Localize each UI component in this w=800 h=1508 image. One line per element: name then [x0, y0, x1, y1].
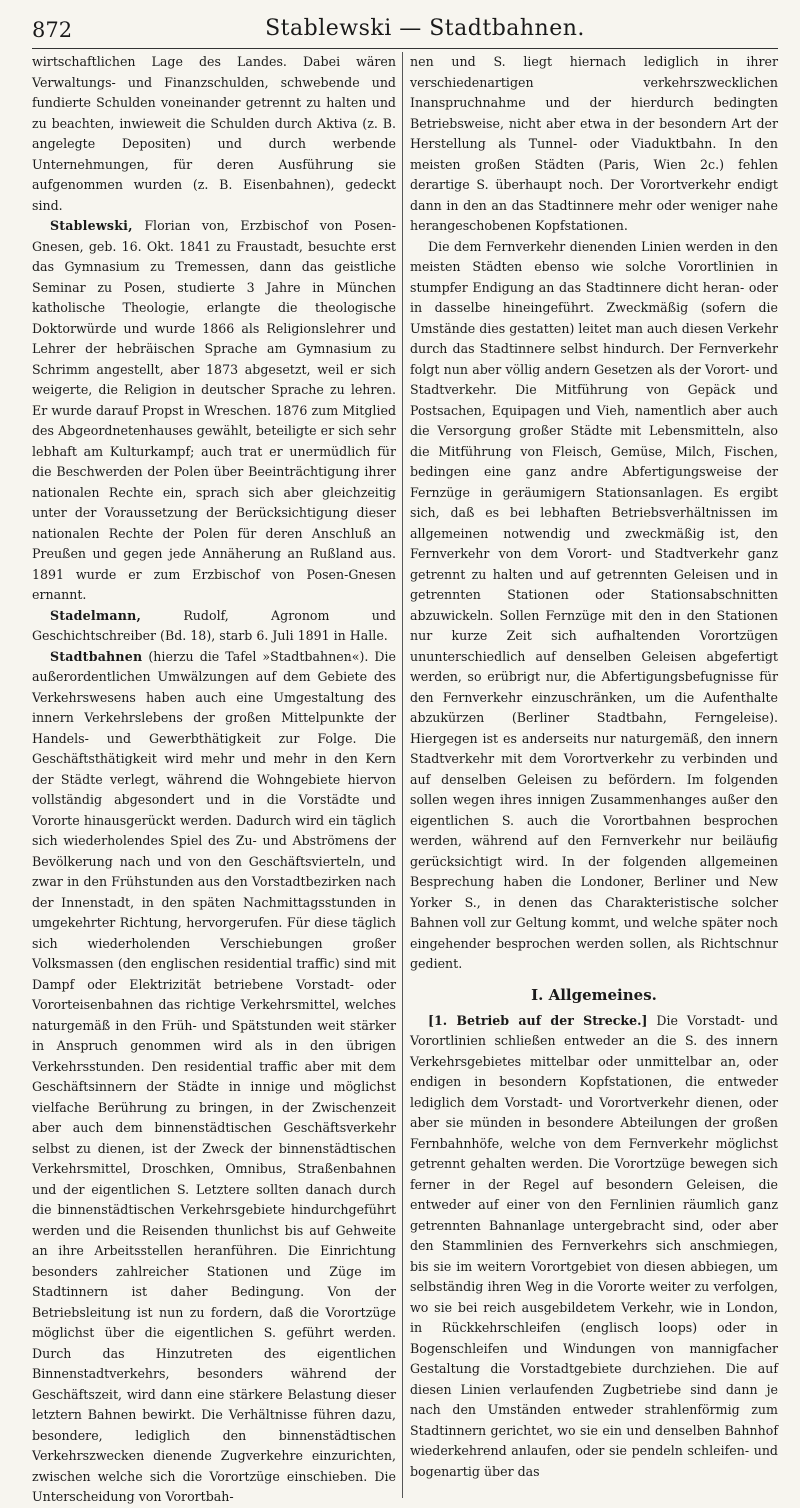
subsection-text: Die Vorstadt- und Vorortlinien schließen entweder an die S. des innern Verkehrsgebietes mittelbar oder unmittelbar an, oder endigen in besondern Kopfstationen, die entweder lediglich dem Vorstadt- und Vorortverkehr dienen, oder aber sie münden in besondere Abteilungen der großen Fernbahnhöfe, welche von dem Fernverkehr möglichst getrennt gehalten werden. Die Vorortzüge bewegen sich ferner in der Regel auf besondern Geleisen, die entweder auf einer von den Fernlinien räumlich ganz getrennten Bahnanlage untergebracht sind, oder aber den Stammlinien des Fernverkehrs sich anschmiegen, bis sie im weitern Vorortgebiet von diesen abbiegen, um selbständig ihren Weg in die Vororte weiter zu verfolgen, wo sie bei reich ausgebildetem Verkehr, wie in London, in Rückkehrschleifen (englisch loops) oder in Bogenschleifen und Windungen von mannigfacher Gestaltung die Vorstadtgebiete durchziehen. Die auf diesen Linien verlaufenden Zugbetriebe sind dann je nach den Umständen entweder strahlenförmig zum Stadtinnern gerichtet, wo sie ein und denselben Bahnhof wiederkehrend anlaufen, oder sie pendeln schleifen- und bogenartig über das — [410, 1012, 778, 1479]
left-column — [32, 52, 396, 1504]
fernverkehr-paragraph: Die dem Fernverkehr dienenden Linien werden in den meisten Städten ebenso wie solche Vorortlinien in stumpfer Endigung an das Stadtinnere dicht heran- oder in dasselbe hineingeführt. Zweckmäßig (sofern die Umstände dies gestatten) leitet man auch diesen Verkehr durch das Stadtinnere selbst hindurch. Der Fernverkehr folgt nun aber völlig andern Gesetzen als der Vorort- und Stadtverkehr. Die Mitführung von Gepäck und Postsachen, Equipagen und Vieh, namentlich aber auch die Versorgung großer Städte mit Lebensmitteln, also die Mitführung von Fleisch, Gemüse, Milch, Fischen, bedingen eine ganz andre Abfertigungsweise der Fernzüge in geräumigern Stationsanlagen. Es ergibt sich, daß es bei lebhaften Betriebsverhältnissen im allgemeinen notwendig und zweckmäßig ist, den Fernverkehr von dem Vorort- und Stadtverkehr ganz getrennt zu halten und auf getrennten Geleisen und in getrennten Stationen oder Stationsabschnitten abzuwickeln. Sollen Fernzüge mit den in den Stationen nur kurze Zeit sich aufhaltenden Vorortzügen ununterschiedlich auf denselben Geleisen abgefertigt werden, so erübrigt nur, die Abfertigungsbefugnisse für den Fernverkehr einzuschränken, um die Aufenthalte abzukürzen (Berliner Stadtbahn, Ferngeleise). Hiergegen ist es anderseits nur naturgemäß, den innern Stadtverkehr mit dem Vorortverkehr zu verbinden und auf denselben Geleisen zu befördern. Im folgenden sollen wegen ihres innigen Zusammenhanges außer den eigentlichen S. auch die Vorortbahnen besprochen werden, während auf den Fernverkehr nur beiläufig gerücksichtigt wird. In der folgenden allgemeinen Besprechung haben die Londoner, Berliner und New Yorker S., in denen das Charakteristische solcher Bahnen voll zur Geltung kommt, und welche später noch eingehender besprochen werden sollen, als Richtschnur gedient. — [410, 238, 779, 971]
lemma-stablewski: Stablewski, — [50, 218, 133, 233]
entry-stadelmann — [32, 606, 396, 647]
right-column — [410, 52, 778, 1498]
entry-stadelmann-text: Rudolf, Agronom und Geschichtschreiber (Bd. 18), starb 6. Juli 1891 in Halle. — [32, 607, 396, 643]
column-divider — [402, 52, 403, 1498]
subsection-label: [1. Betrieb auf der Strecke.] — [428, 1012, 648, 1028]
right-continuation-paragraph: nen und S. liegt hiernach lediglich in ihrer verschiedenartigen verkehrszwecklichen Inanspruchnahme und der hierdurch bedingten Betriebsweise, nicht aber etwa in der besondern Art der Herstellung als Tunnel- oder Viaduktbahn. In den meisten großen Städten (Paris, Wien 2c.) fehlen derartige S. überhaupt noch. Der Vorortverkehr endigt dann in den an das Stadtinnere mehr oder weniger nahe herangeschobenen Kopfstationen. — [410, 54, 778, 233]
page-header — [32, 12, 778, 49]
page-number: 872 — [32, 18, 73, 42]
lemma-stadelmann: Stadelmann, — [50, 607, 142, 623]
entry-stablewski — [32, 216, 396, 606]
section-heading: I. Allgemeines. — [531, 985, 657, 1004]
running-title: Stablewski — Stadtbahnen. — [265, 16, 585, 41]
subsection-paragraph — [410, 1011, 778, 1483]
entry-stadtbahnen-text: (hierzu die Tafel »Stadtbahnen«). Die außerordentlichen Umwälzungen auf dem Gebiete des Verkehrswesens haben auch eine Umgestaltung des innern Verkehrslebens der großen Mittelpunkte der Handels- und Gewerbthätigkeit zur Folge. Die Geschäftsthätigkeit wird mehr und mehr in den Kern der Städte verlegt, während die Wohngebiete hiervon vollständig abgesondert und in die Vorstädte und Vororte hinausgerückt werden. Dadurch wird ein täglich sich wiederholendes Spiel des Zu- und Abströmens der Bevölkerung nach und von den Geschäftsvierteln, und zwar in den Frühstunden aus den Vorstadtbezirken nach der Innenstadt, in den späten Nachmittagsstunden in umgekehrter Richtung, hervorgerufen. Für diese täglich sich wiederholenden Verschiebungen großer Volksmassen (den englischen residential traffic) sind mit Dampf oder Elektrizität betriebene Vorstadt- oder Vororteisenbahnen das richtige Verkehrsmittel, welches naturgemäß in den Früh- und Spätstunden weit stärker in Anspruch genommen wird als in den übrigen Verkehrsstunden. Den residential traffic aber mit dem Geschäftsinnern der Städte in innige und möglichst vielfache Berührung zu bringen, in der Zwischenzeit aber auch dem binnenstädtischen Geschäftsverkehr selbst zu dienen, ist der Zweck der binnenstädtischen Verkehrsmittel, Droschken, Omnibus, Straßenbahnen und der eigentlichen S. Letztere sollten danach durch die binnenstädtischen Verkehrsgebiete hindurchgeführt werden und die Reisenden thunlichst bis auf Gehweite an ihre Arbeitsstellen heranführen. Die Einrichtung besonders zahlreicher Stationen und Züge im Stadtinnern ist daher Bedingung. Von der Betriebsleitung ist nun zu fordern, daß die Vorortzüge möglichst über die eigentlichen S. geführt werden. Durch das Hinzutreten des eigentlichen Binnenstadtverkehrs, besonders während der Geschäftszeit, wird dann eine stärkere Belastung dieser letztern Bahnen bewirkt. Die Verhältnisse führen dazu, besondere, lediglich den binnenstädtischen Verkehrszwecken dienende Zugverkehre einzurichten, zwischen welche sich die Vorortzüge einschieben. Die Unterscheidung von Vorortbah- — [32, 648, 396, 1504]
entry-stadtbahnen — [32, 647, 396, 1508]
lemma-stadtbahnen: Stadtbahnen — [50, 648, 143, 664]
continuation-paragraph: wirtschaftlichen Lage des Landes. Dabei wären Verwaltungs- und Finanzschulden, schwebende und fundierte Schulden voneinander getrennt zu halten und zu beachten, inwieweit die Schulden durch Aktiva (z. B. angelegte Depositen) und durch werbende Unternehmungen, für deren Ausführung sie aufgenommen wurden (z. B. Eisenbahnen), gedeckt sind. — [32, 54, 396, 213]
entry-stablewski-text: Florian von, Erzbischof von Posen-Gnesen, geb. 16. Okt. 1841 zu Fraustadt, besuchte erst das Gymnasium zu Tremessen, dann das geistliche Seminar zu Posen, studierte 3 Jahre in München katholische Theologie, erlangte die theologische Doktorwürde und wurde 1866 als Religionslehrer und Lehrer der hebräischen Sprache am Gymnasium zu Schrimm angestellt, aber 1873 abgesetzt, weil er sich weigerte, die Religion in deutscher Sprache zu lehren. Er wurde darauf Propst in Wreschen. 1876 zum Mitglied des Abgeordnetenhauses gewählt, beteiligte er sich sehr lebhaft am Kulturkampf; auch trat er unermüdlich für die Beschwerden der Polen über Beeinträchtigung ihrer nationalen Rechte ein, sprach sich aber gleichzeitig unter der Voraussetzung der Berücksichtigung dieser nationalen Rechte der Polen für deren Anschluß an Preußen und gegen jede Annäherung an Rußland aus. 1891 wurde er zum Erzbischof von Posen-Gnesen ernannt. — [32, 218, 396, 602]
text-columns — [32, 52, 779, 1504]
